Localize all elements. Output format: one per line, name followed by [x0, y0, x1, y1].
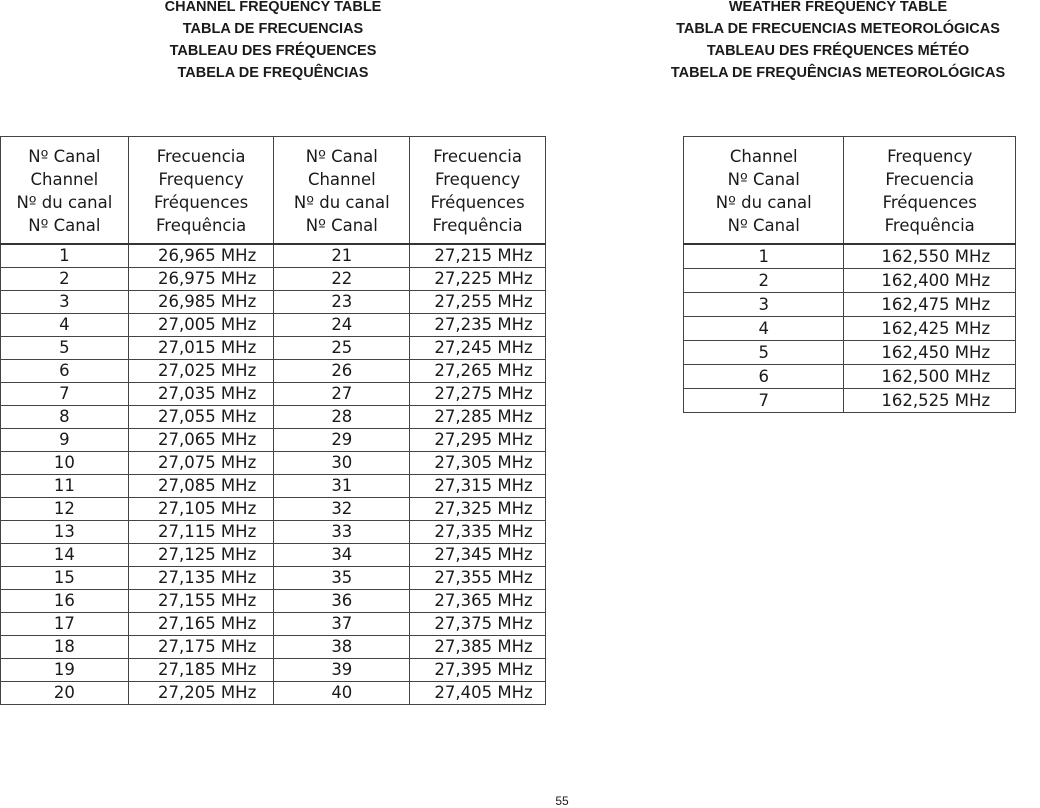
- weather-title-line: TABELA DE FREQUÊNCIAS METEOROLÓGICAS: [670, 65, 1006, 81]
- column-header: [274, 137, 410, 245]
- column-header-line: Frequency: [158, 170, 244, 189]
- frequency-cell: 27,215 MHz: [410, 244, 546, 268]
- frequency-cell: 27,305 MHz: [410, 452, 546, 475]
- column-header-line: Fréquences: [882, 193, 977, 212]
- weather-title-line: WEATHER FREQUENCY TABLE: [728, 0, 948, 15]
- table-row: [1, 475, 546, 498]
- channel-number-cell: 7: [684, 389, 844, 413]
- page-number: 55: [555, 794, 569, 808]
- channel-number-cell: 39: [274, 659, 410, 682]
- frequency-cell: 162,525 MHz: [844, 389, 1016, 413]
- frequency-cell: 27,225 MHz: [410, 268, 546, 291]
- frequency-cell: 27,015 MHz: [128, 337, 274, 360]
- column-header-line: Channel: [30, 170, 99, 189]
- frequency-cell: 27,385 MHz: [410, 636, 546, 659]
- table-row: [1, 521, 546, 544]
- channel-number-cell: 19: [1, 659, 129, 682]
- frequency-cell: 27,065 MHz: [128, 429, 274, 452]
- channel-number-cell: 29: [274, 429, 410, 452]
- column-header-line: Nº du canal: [16, 193, 113, 212]
- column-header-line: Channel: [729, 147, 798, 166]
- channel-number-cell: 5: [684, 341, 844, 365]
- channel-title-line: TABLEAU DES FRÉQUENCES: [169, 43, 377, 59]
- column-header-line: Frequência: [884, 216, 975, 235]
- channel-number-cell: 2: [1, 268, 129, 291]
- frequency-cell: 27,255 MHz: [410, 291, 546, 314]
- table-row: [1, 590, 546, 613]
- table-row: [684, 317, 1016, 341]
- table-header-row: [684, 137, 1016, 245]
- column-header: [1, 137, 129, 245]
- table-row: [684, 244, 1016, 269]
- channel-number-cell: 1: [1, 244, 129, 268]
- column-header-line: Nº du canal: [715, 193, 812, 212]
- channel-number-cell: 30: [274, 452, 410, 475]
- frequency-cell: 27,375 MHz: [410, 613, 546, 636]
- channel-number-cell: 6: [1, 360, 129, 383]
- column-header-line: Frequência: [156, 216, 247, 235]
- channel-number-cell: 27: [274, 383, 410, 406]
- frequency-cell: 27,075 MHz: [128, 452, 274, 475]
- channel-number-cell: 35: [274, 567, 410, 590]
- frequency-cell: 27,235 MHz: [410, 314, 546, 337]
- channel-number-cell: 38: [274, 636, 410, 659]
- frequency-cell: 27,285 MHz: [410, 406, 546, 429]
- column-header-line: Frecuencia: [156, 147, 246, 166]
- table-row: [1, 360, 546, 383]
- table-row: [1, 544, 546, 567]
- frequency-cell: 27,365 MHz: [410, 590, 546, 613]
- column-header: [410, 137, 546, 245]
- weather-frequency-table: [683, 136, 1016, 413]
- column-header-line: Channel: [307, 170, 376, 189]
- weather-title-line: TABLEAU DES FRÉQUENCES MÉTÉO: [706, 43, 970, 59]
- frequency-cell: 27,035 MHz: [128, 383, 274, 406]
- channel-number-cell: 4: [1, 314, 129, 337]
- channel-frequency-title: [0, 0, 546, 84]
- channel-number-cell: 33: [274, 521, 410, 544]
- channel-number-cell: 7: [1, 383, 129, 406]
- channel-number-cell: 18: [1, 636, 129, 659]
- table-row: [1, 613, 546, 636]
- column-header-line: Nº Canal: [28, 147, 101, 166]
- channel-number-cell: 40: [274, 682, 410, 705]
- frequency-cell: 27,205 MHz: [128, 682, 274, 705]
- frequency-cell: 162,450 MHz: [844, 341, 1016, 365]
- frequency-cell: 27,085 MHz: [128, 475, 274, 498]
- channel-title-line: TABELA DE FREQUÊNCIAS: [177, 65, 369, 81]
- frequency-cell: 26,985 MHz: [128, 291, 274, 314]
- channel-title-line: TABLA DE FRECUENCIAS: [182, 21, 364, 37]
- column-header: [684, 137, 844, 245]
- channel-number-cell: 36: [274, 590, 410, 613]
- frequency-cell: 27,315 MHz: [410, 475, 546, 498]
- table-row: [1, 406, 546, 429]
- frequency-cell: 27,055 MHz: [128, 406, 274, 429]
- channel-number-cell: 3: [1, 291, 129, 314]
- frequency-cell: 27,005 MHz: [128, 314, 274, 337]
- frequency-cell: 162,500 MHz: [844, 365, 1016, 389]
- table-row: [1, 314, 546, 337]
- table-row: [1, 452, 546, 475]
- frequency-cell: 27,185 MHz: [128, 659, 274, 682]
- table-row: [684, 365, 1016, 389]
- frequency-cell: 27,275 MHz: [410, 383, 546, 406]
- table-row: [1, 567, 546, 590]
- frequency-cell: 27,325 MHz: [410, 498, 546, 521]
- channel-number-cell: 23: [274, 291, 410, 314]
- column-header-line: Frecuencia: [433, 147, 522, 166]
- column-header-line: Frequência: [432, 216, 523, 235]
- channel-number-cell: 17: [1, 613, 129, 636]
- frequency-cell: 27,335 MHz: [410, 521, 546, 544]
- channel-number-cell: 14: [1, 544, 129, 567]
- weather-frequency-title: [636, 0, 1040, 84]
- frequency-cell: 27,135 MHz: [128, 567, 274, 590]
- frequency-cell: 26,975 MHz: [128, 268, 274, 291]
- table-row: [1, 244, 546, 268]
- table-row: [1, 682, 546, 705]
- channel-title-line: CHANNEL FREQUENCY TABLE: [164, 0, 382, 15]
- frequency-cell: 27,105 MHz: [128, 498, 274, 521]
- channel-number-cell: 21: [274, 244, 410, 268]
- channel-number-cell: 15: [1, 567, 129, 590]
- frequency-cell: 27,405 MHz: [410, 682, 546, 705]
- channel-frequency-table: [0, 136, 546, 705]
- table-row: [1, 291, 546, 314]
- channel-number-cell: 16: [1, 590, 129, 613]
- frequency-cell: 162,425 MHz: [844, 317, 1016, 341]
- channel-number-cell: 10: [1, 452, 129, 475]
- channel-number-cell: 12: [1, 498, 129, 521]
- column-header: [844, 137, 1016, 245]
- column-header-line: Frequency: [434, 170, 521, 189]
- frequency-cell: 27,125 MHz: [128, 544, 274, 567]
- frequency-cell: 27,395 MHz: [410, 659, 546, 682]
- frequency-cell: 27,245 MHz: [410, 337, 546, 360]
- table-row: [684, 269, 1016, 293]
- column-header-line: Nº du canal: [293, 193, 390, 212]
- frequency-cell: 162,550 MHz: [844, 244, 1016, 269]
- table-row: [1, 429, 546, 452]
- channel-number-cell: 37: [274, 613, 410, 636]
- channel-number-cell: 34: [274, 544, 410, 567]
- table-row: [1, 268, 546, 291]
- weather-title-line: TABLA DE FRECUENCIAS METEOROLÓGICAS: [676, 21, 1000, 37]
- frequency-cell: 27,025 MHz: [128, 360, 274, 383]
- column-header-line: Fréquences: [153, 193, 249, 212]
- channel-number-cell: 28: [274, 406, 410, 429]
- column-header-line: Nº Canal: [28, 216, 101, 235]
- column-header-line: Nº Canal: [727, 170, 800, 189]
- table-row: [1, 337, 546, 360]
- channel-number-cell: 4: [684, 317, 844, 341]
- frequency-cell: 27,155 MHz: [128, 590, 274, 613]
- frequency-cell: 27,295 MHz: [410, 429, 546, 452]
- table-row: [684, 389, 1016, 413]
- channel-number-cell: 3: [684, 293, 844, 317]
- frequency-cell: 27,115 MHz: [128, 521, 274, 544]
- table-row: [1, 659, 546, 682]
- channel-number-cell: 31: [274, 475, 410, 498]
- channel-number-cell: 6: [684, 365, 844, 389]
- frequency-cell: 27,345 MHz: [410, 544, 546, 567]
- column-header: [128, 137, 274, 245]
- table-row: [1, 498, 546, 521]
- column-header-line: Nº Canal: [727, 216, 800, 235]
- channel-number-cell: 8: [1, 406, 129, 429]
- channel-number-cell: 11: [1, 475, 129, 498]
- channel-number-cell: 1: [684, 244, 844, 269]
- frequency-cell: 27,175 MHz: [128, 636, 274, 659]
- channel-number-cell: 25: [274, 337, 410, 360]
- channel-number-cell: 9: [1, 429, 129, 452]
- column-header-line: Frecuencia: [885, 170, 975, 189]
- channel-number-cell: 32: [274, 498, 410, 521]
- channel-number-cell: 22: [274, 268, 410, 291]
- column-header-line: Fréquences: [430, 193, 525, 212]
- channel-number-cell: 24: [274, 314, 410, 337]
- channel-number-cell: 13: [1, 521, 129, 544]
- frequency-cell: 27,165 MHz: [128, 613, 274, 636]
- frequency-cell: 162,400 MHz: [844, 269, 1016, 293]
- frequency-cell: 27,355 MHz: [410, 567, 546, 590]
- table-row: [1, 383, 546, 406]
- table-row: [684, 293, 1016, 317]
- frequency-cell: 26,965 MHz: [128, 244, 274, 268]
- table-row: [684, 341, 1016, 365]
- table-header-row: [1, 137, 546, 245]
- frequency-cell: 162,475 MHz: [844, 293, 1016, 317]
- channel-number-cell: 2: [684, 269, 844, 293]
- channel-number-cell: 5: [1, 337, 129, 360]
- table-row: [1, 636, 546, 659]
- channel-number-cell: 20: [1, 682, 129, 705]
- channel-number-cell: 26: [274, 360, 410, 383]
- column-header-line: Frequency: [887, 147, 973, 166]
- frequency-cell: 27,265 MHz: [410, 360, 546, 383]
- column-header-line: Nº Canal: [305, 216, 378, 235]
- column-header-line: Nº Canal: [305, 147, 378, 166]
